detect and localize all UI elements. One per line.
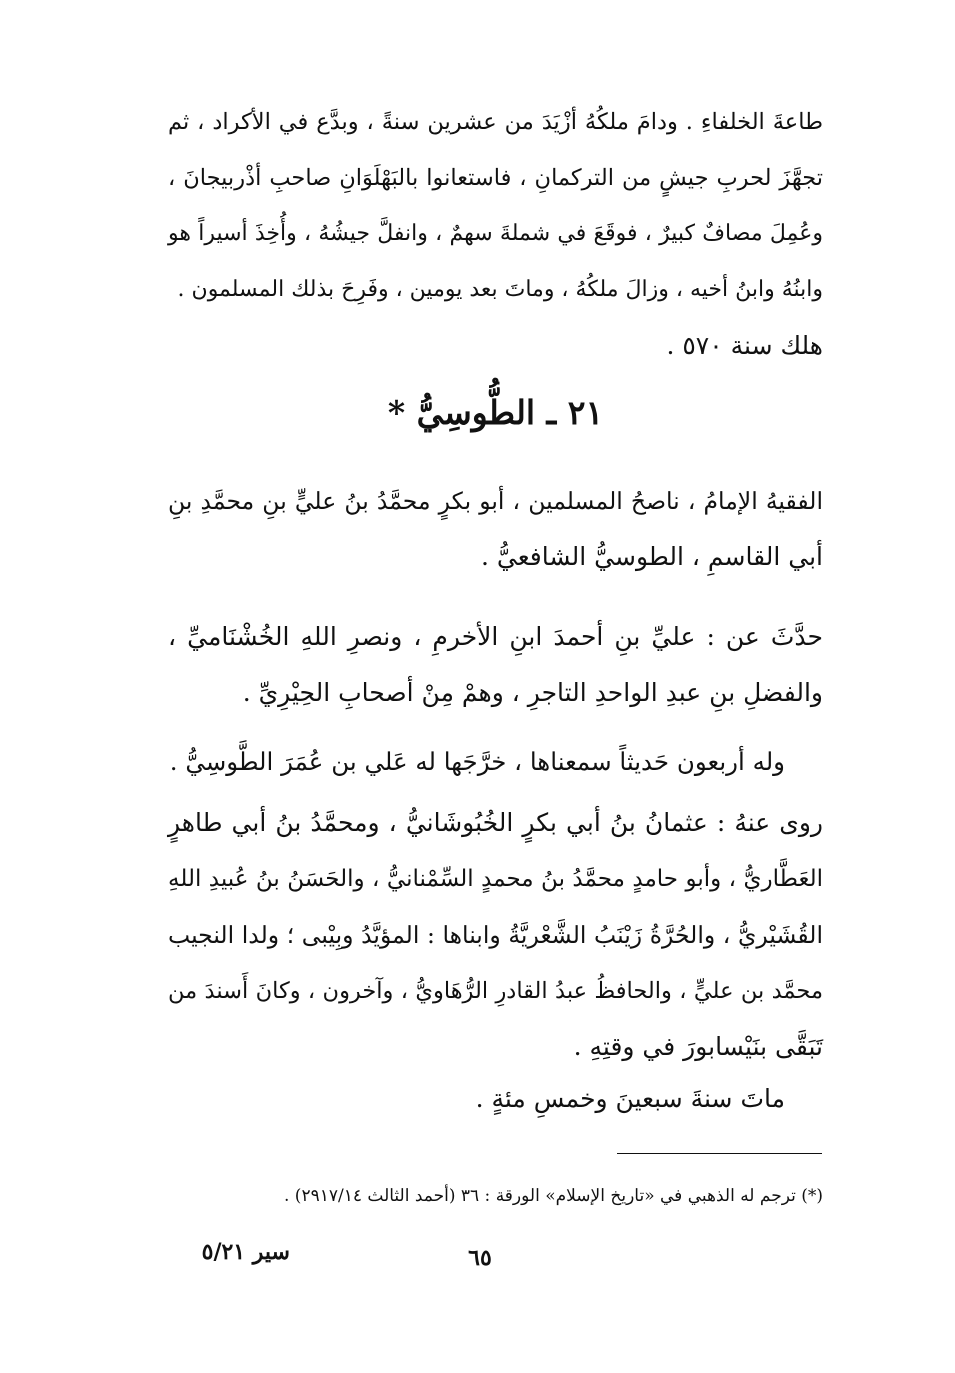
text-line: العَطَّاريُّ ، وأبو حامدٍ محمَّدُ بنُ محمدٍ السِّمْنانيُّ ، والحَسَنُ بنُ عُبيدِ اللهِ [168, 866, 823, 892]
text-line: ماتَ سنةَ سبعينَ وخمسِ مئةٍ . [475, 1084, 785, 1113]
text-line: القُشَيْريُّ ، والحُرَّةُ زَيْنَبُ الشَّعْريَّةُ وابناها : المؤيَّدُ وبِيْبى ؛ ولدا النجيب [168, 921, 823, 949]
text-line: وابنُهُ وابنُ أخيه ، وزالَ ملكُهُ ، وماتَ بعد يومين ، وفَرِحَ بذلك المسلمون . [177, 277, 823, 302]
text-line: هلك سنة ٥٧٠ . [666, 331, 823, 360]
paragraph-5 [168, 1071, 823, 1127]
footnote-separator [617, 1153, 822, 1154]
page-number: ٦٥ [468, 1245, 492, 1271]
text-line: أبي القاسمِ ، الطوسيُّ الشافعيُّ . [480, 542, 823, 571]
text-line: تجهَّزَ لحربِ جيشٍ من التركمانِ ، فاستعانوا بالبَهْلَوَانِ صاحبِ أذْربيجانَ ، [168, 165, 823, 191]
text-line: والفضلِ بنِ عبدِ الواحدِ التاجرِ ، وهمْ مِنْ أصحابِ الحِيْرِيِّ . [242, 678, 823, 707]
text-line: وعُمِلَ مصافٌ كبيرٌ ، فوقَعَ في شملةَ سهمٌ ، وانفلَّ جيشُهُ ، وأُخِذَ أسيراً هو [168, 221, 823, 246]
signature-mark: سير ٥/٢١ [201, 1239, 290, 1265]
intro-paragraph [168, 94, 823, 374]
paragraph-3 [168, 734, 823, 790]
paragraph-1 [168, 473, 823, 585]
text-line: طاعةَ الخلفاءِ . ودامَ ملكُهُ أزْيَدَ من عشرين سنةً ، وبدَّع في الأكراد ، ثم [168, 109, 823, 135]
text-line: وله أربعون حَديثاً سمعناها ، خرَّجَها له عَلي بن عُمَرَ الطَّوسِيُّ . [169, 747, 785, 776]
text-line: روى عنهُ : عثمانُ بنُ أبي بكرٍ الخُبُوشَانيُّ ، ومحمَّدُ بنُ أبي طاهرٍ [168, 808, 823, 837]
paragraph-4 [168, 795, 823, 1075]
text-line: حدَّثَ عن : عليِّ بنِ أحمدَ ابنِ الأخرمِ ، ونصرِ اللهِ الخُشْنَاميِّ ، [168, 622, 823, 651]
text-line: تَبَقَّى بنَيْسابورَ في وقتِهِ . [573, 1032, 823, 1061]
paragraph-2 [168, 609, 823, 721]
text-line: الفقيهُ الإمامُ ، ناصحُ المسلمين ، أبو بكرٍ محمَّدُ بنُ عليٍّ بنِ محمَّدِ بنِ [168, 487, 823, 515]
text-line: محمَّد بن عليٍّ ، والحافظُ عبدُ القادرِ الرُّهَاويُّ ، وآخرون ، وكانَ أَسندَ من [168, 978, 823, 1004]
section-title: ٢١ ـ الطُّوسِيُّ * [387, 393, 604, 432]
footnote: (*) ترجم له الذهبي في «تاريخ الإسلام» الورقة : ٣٦ (أحمد الثالث ٢٩١٧/١٤) . [284, 1186, 823, 1206]
